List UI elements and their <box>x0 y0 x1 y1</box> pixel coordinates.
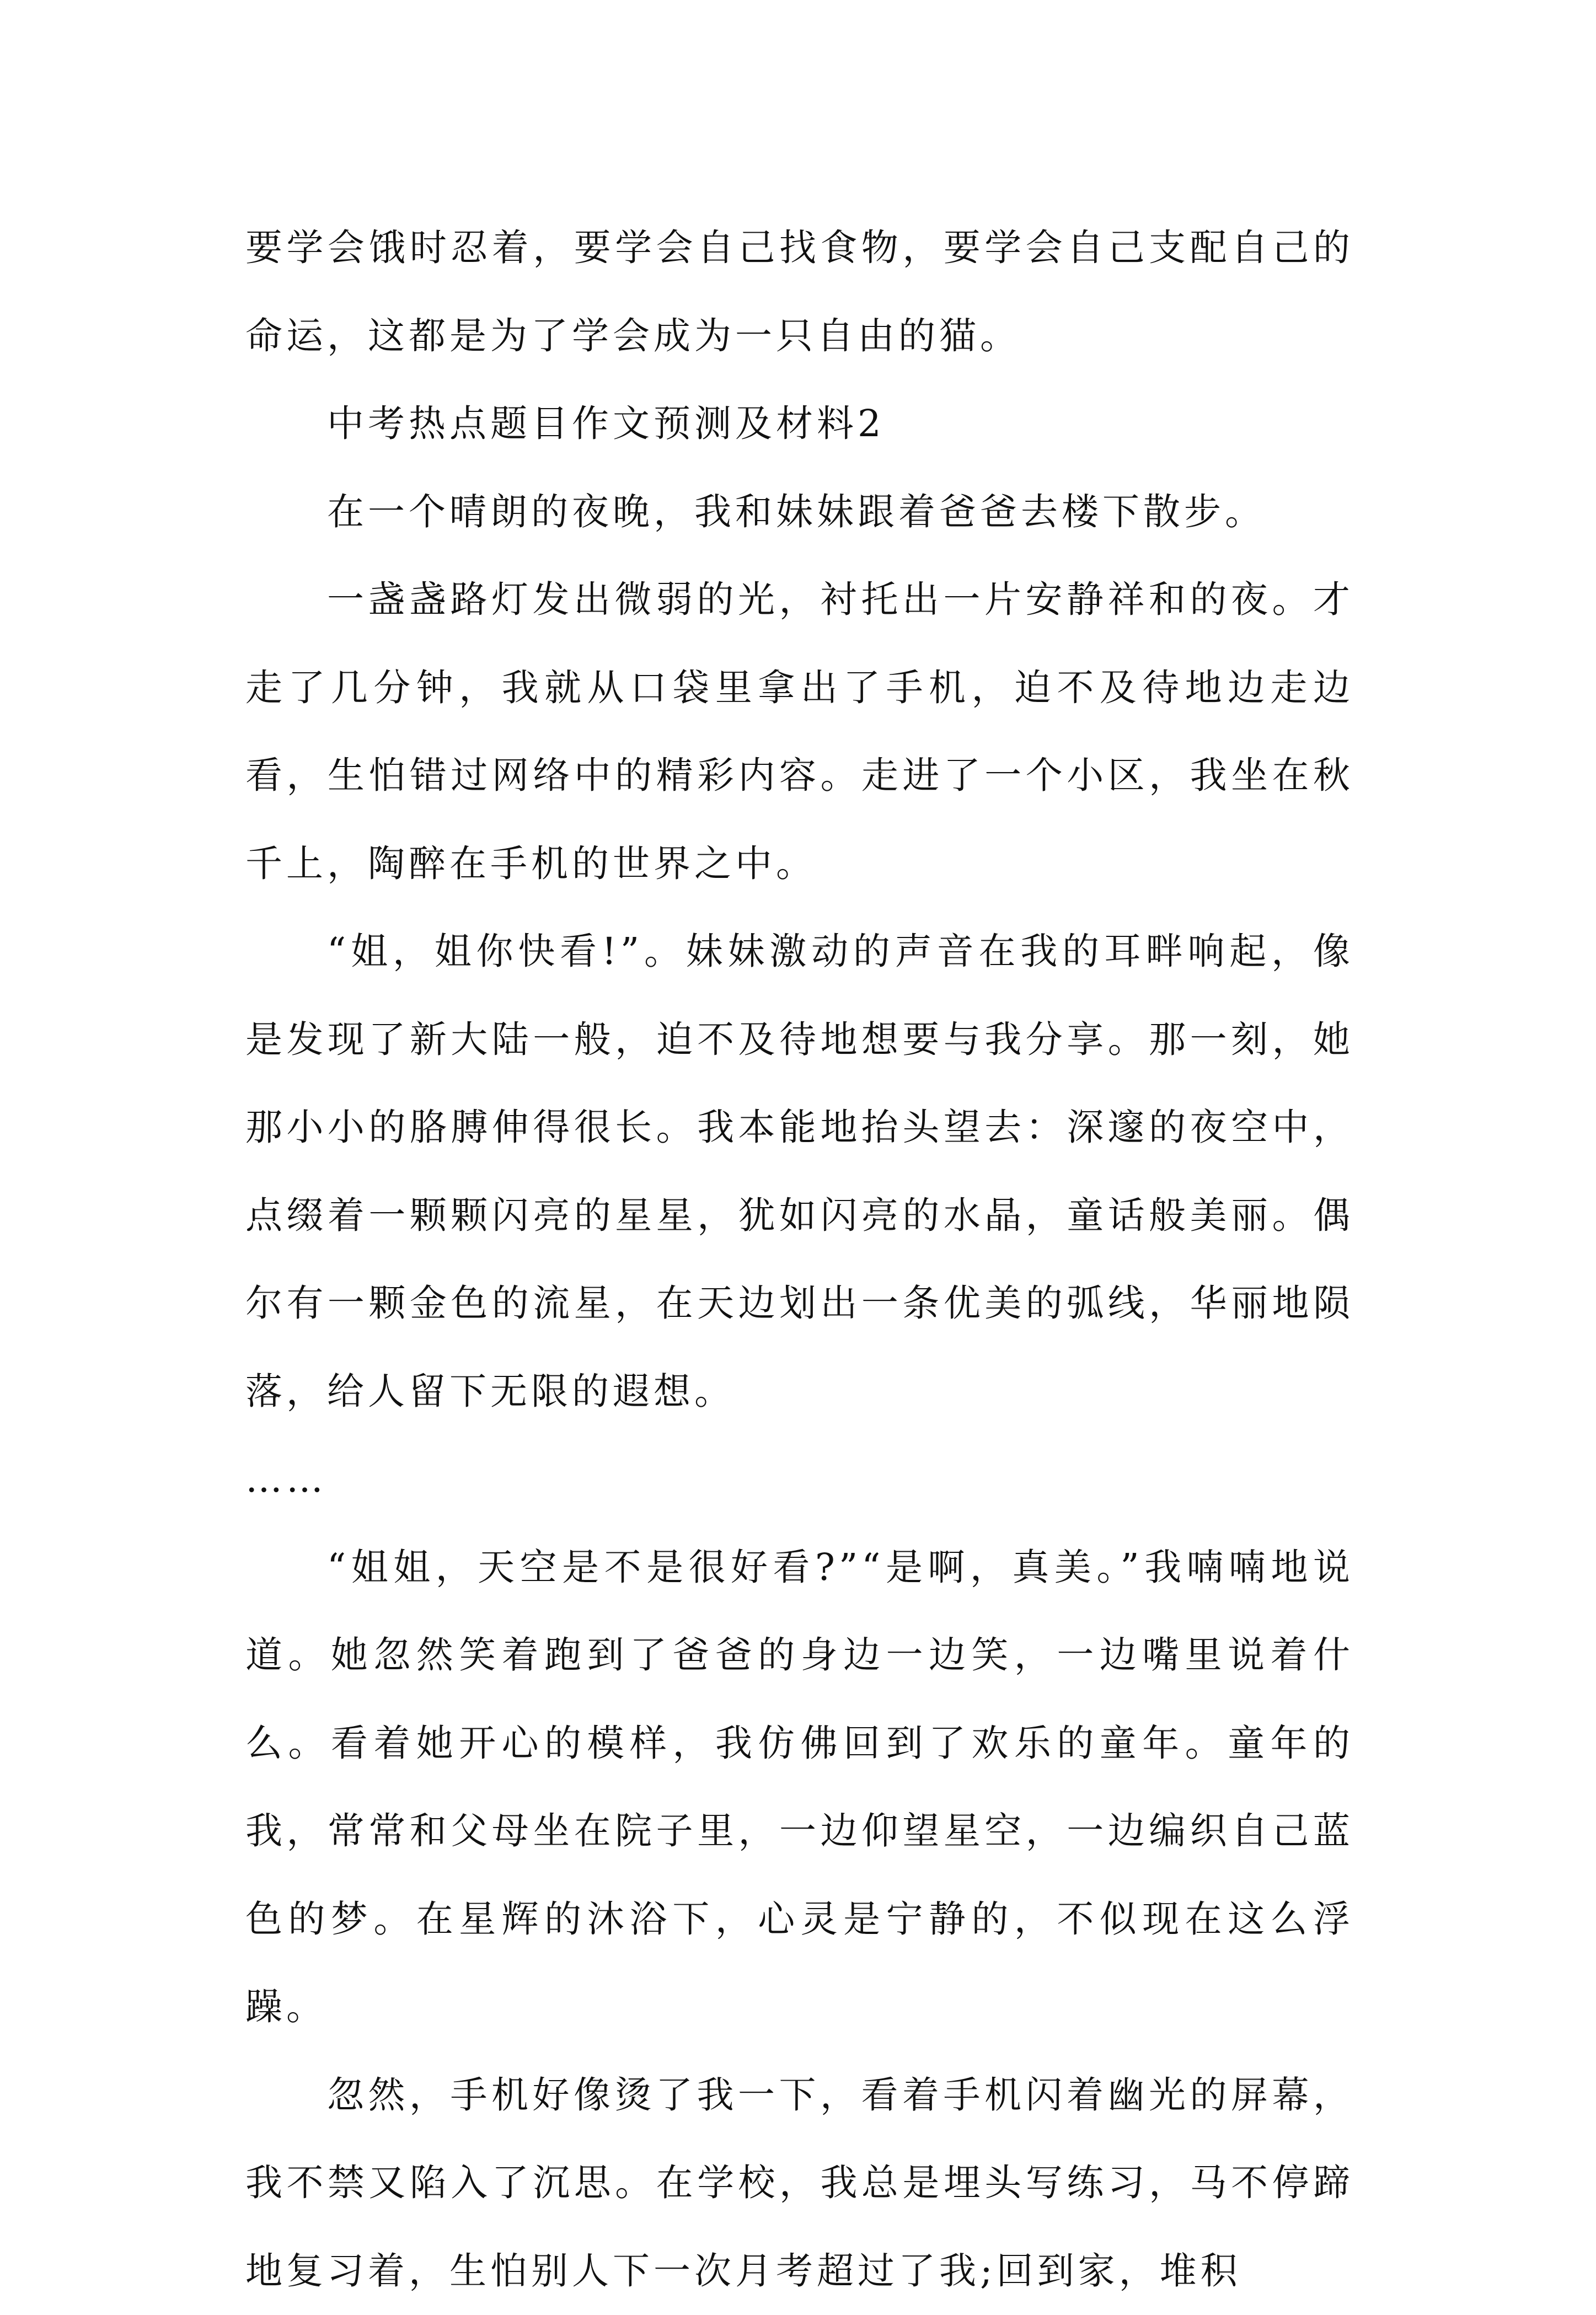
paragraph: “姐，姐你快看!”。妹妹激动的声音在我的耳畔响起，像是发现了新大陆一般，迫不及待地想要与我分享。那一刻，她那小小的胳膊伸得很长。我本能地抬头望去：深邃的夜空中，点缀着一颗颗闪亮的星星，犹如闪亮的水晶，童话般美丽。偶尔有一颗金色的流星，在天边划出一条优美的弧线，华丽地陨落，给人留下无限的遐想。 <box>245 908 1354 1435</box>
section-title: 中考热点题目作文预测及材料2 <box>245 380 1354 468</box>
document-body <box>245 204 1354 2315</box>
paragraph-continuation: 要学会饿时忍着，要学会自己找食物，要学会自己支配自己的命运，这都是为了学会成为一只自由的猫。 <box>245 204 1354 380</box>
paragraph: 忽然，手机好像烫了我一下，看着手机闪着幽光的屏幕，我不禁又陷入了沉思。在学校，我总是埋头写练习，马不停蹄地复习着，生怕别人下一次月考超过了我;回到家，堆积 <box>245 2051 1354 2315</box>
paragraph: 一盏盏路灯发出微弱的光，衬托出一片安静祥和的夜。才走了几分钟，我就从口袋里拿出了手机，迫不及待地边走边看，生怕错过网络中的精彩内容。走进了一个小区，我坐在秋千上，陶醉在手机的世界之中。 <box>245 556 1354 908</box>
paragraph: 在一个晴朗的夜晚，我和妹妹跟着爸爸去楼下散步。 <box>245 468 1354 556</box>
ellipsis-line: …… <box>245 1435 1354 1524</box>
paragraph: “姐姐，天空是不是很好看?”“是啊，真美。”我喃喃地说道。她忽然笑着跑到了爸爸的身边一边笑，一边嘴里说着什么。看着她开心的模样，我仿佛回到了欢乐的童年。童年的我，常常和父母坐在院子里，一边仰望星空，一边编织自己蓝色的梦。在星辉的沐浴下，心灵是宁静的，不似现在这么浮躁。 <box>245 1524 1354 2051</box>
